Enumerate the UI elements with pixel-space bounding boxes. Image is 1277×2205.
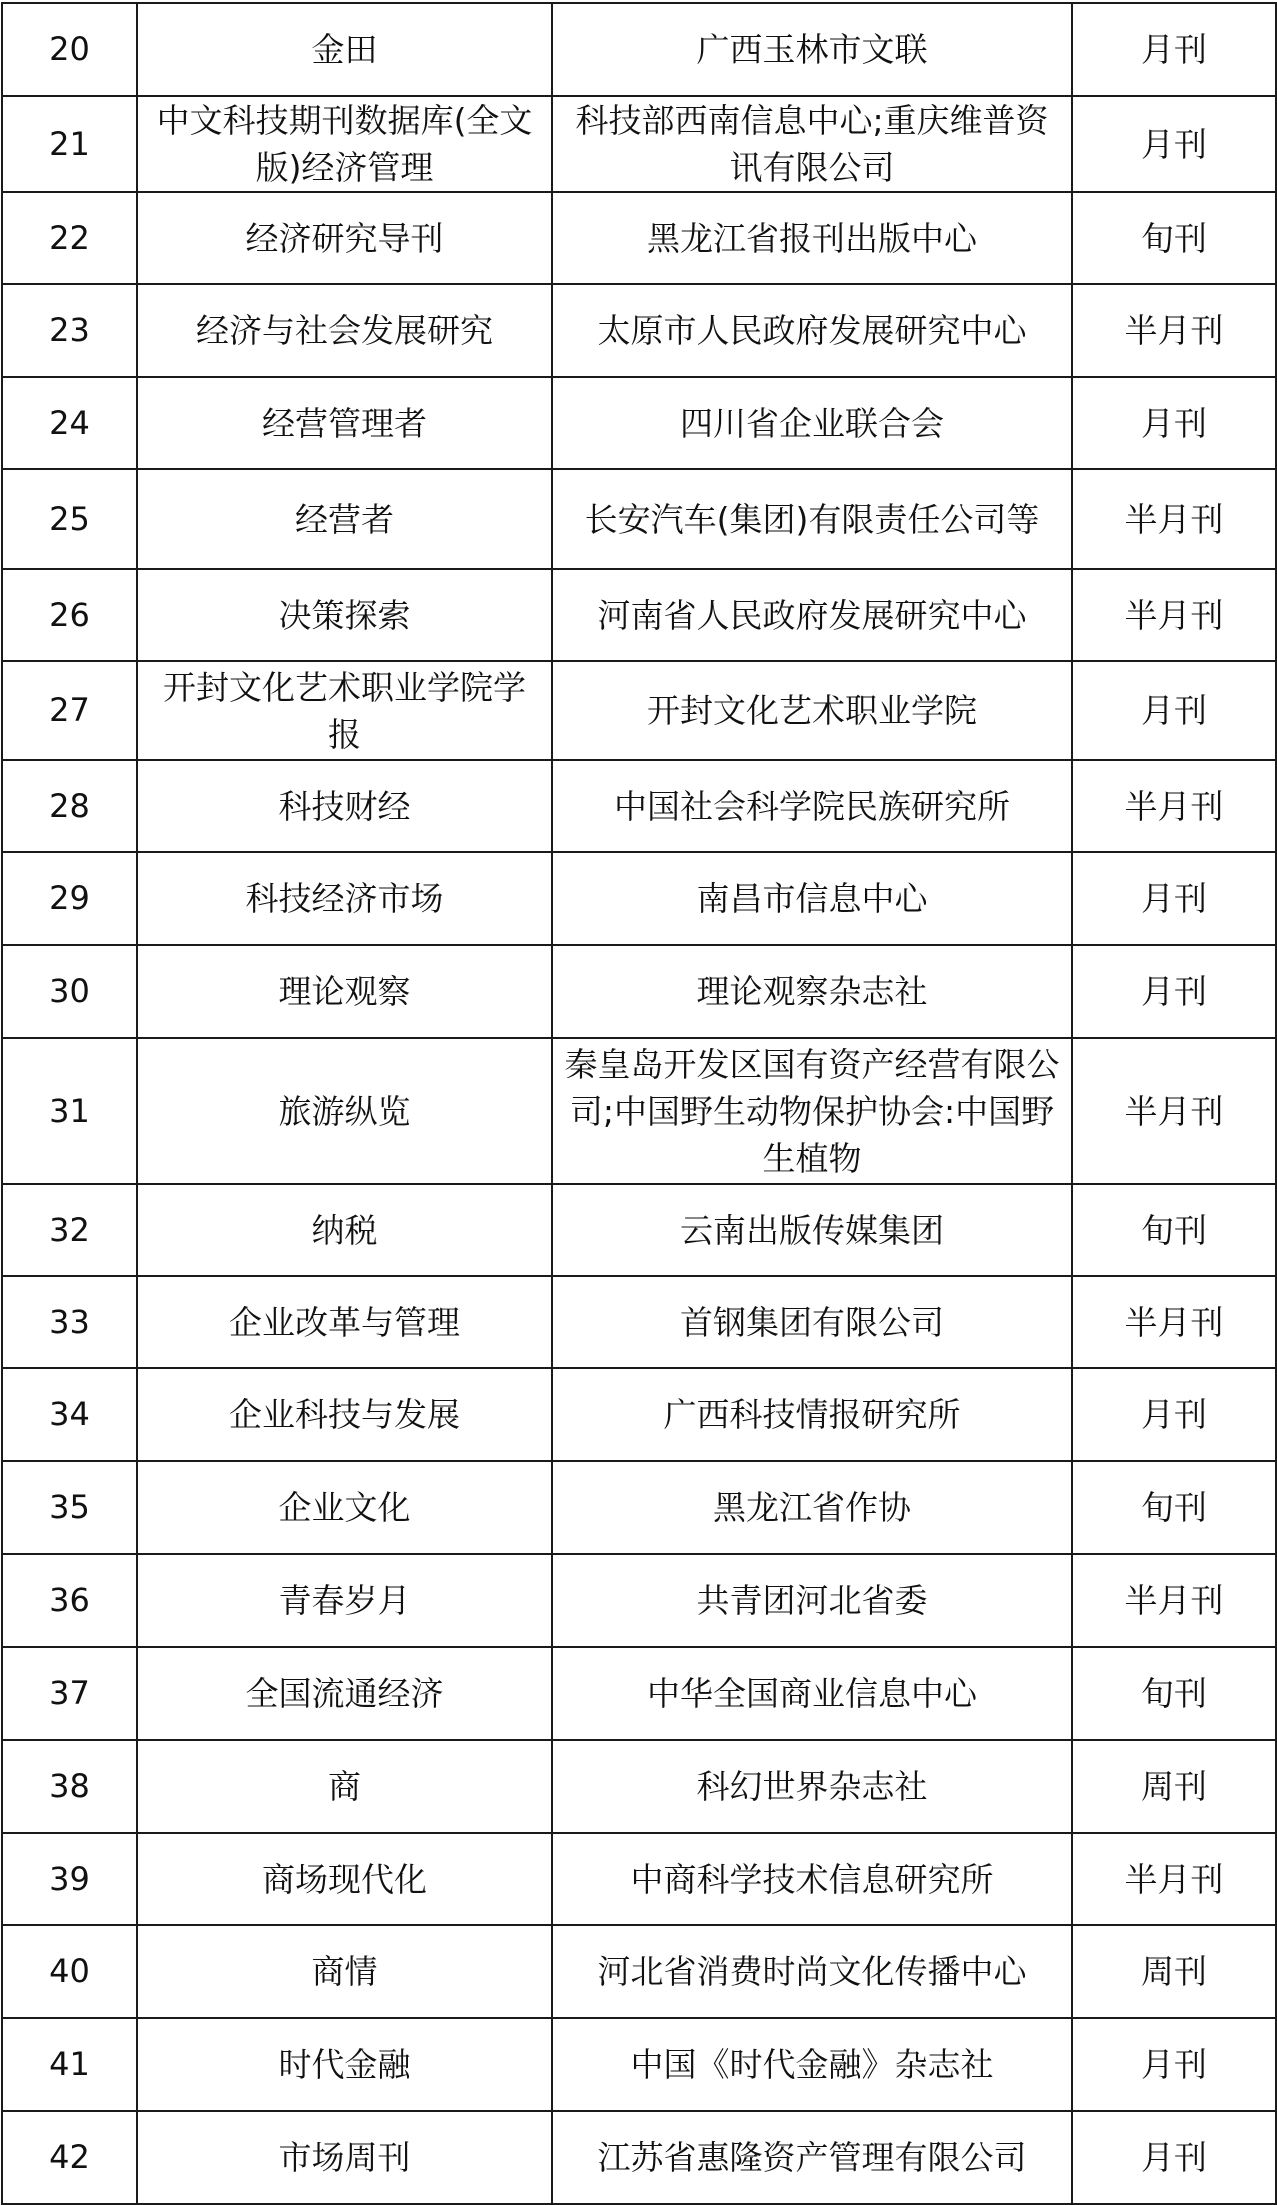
- row-number-cell: 38: [2, 1740, 137, 1833]
- publication-frequency-cell: 半月刊: [1072, 1276, 1276, 1368]
- publication-frequency-cell: 月刊: [1072, 661, 1276, 760]
- publisher-name-cell: 四川省企业联合会: [552, 377, 1072, 469]
- table-row: [2, 852, 1276, 945]
- publisher-name-cell: 科幻世界杂志社: [552, 1740, 1072, 1833]
- publication-frequency-cell: 月刊: [1072, 96, 1276, 192]
- table-row: [2, 1461, 1276, 1554]
- journal-name-cell: 时代金融: [137, 2018, 552, 2111]
- publisher-name-cell: 黑龙江省作协: [552, 1461, 1072, 1554]
- publication-frequency-cell: 半月刊: [1072, 760, 1276, 852]
- journal-name-cell: 旅游纵览: [137, 1038, 552, 1184]
- publisher-name-cell: 云南出版传媒集团: [552, 1184, 1072, 1276]
- journal-name-cell: 决策探索: [137, 569, 552, 661]
- row-number-cell: 26: [2, 569, 137, 661]
- publication-frequency-cell: 半月刊: [1072, 1038, 1276, 1184]
- journal-name-cell: 经营者: [137, 469, 552, 569]
- publication-frequency-cell: 月刊: [1072, 3, 1276, 96]
- journal-name-cell: 金田: [137, 3, 552, 96]
- publisher-name-cell: 中商科学技术信息研究所: [552, 1833, 1072, 1925]
- table-row: [2, 760, 1276, 852]
- table-row: [2, 377, 1276, 469]
- table-row: [2, 1925, 1276, 2018]
- journal-table: [1, 2, 1277, 2205]
- publisher-name-cell: 河南省人民政府发展研究中心: [552, 569, 1072, 661]
- journal-name-cell: 理论观察: [137, 945, 552, 1038]
- table-row: [2, 661, 1276, 760]
- row-number-cell: 34: [2, 1368, 137, 1461]
- publisher-name-cell: 中国社会科学院民族研究所: [552, 760, 1072, 852]
- table-row: [2, 569, 1276, 661]
- publisher-name-cell: 河北省消费时尚文化传播中心: [552, 1925, 1072, 2018]
- row-number-cell: 32: [2, 1184, 137, 1276]
- table-row: [2, 1740, 1276, 1833]
- journal-name-cell: 科技财经: [137, 760, 552, 852]
- table-row: [2, 1554, 1276, 1647]
- row-number-cell: 20: [2, 3, 137, 96]
- journal-name-cell: 中文科技期刊数据库(全文版)经济管理: [137, 96, 552, 192]
- publisher-name-cell: 长安汽车(集团)有限责任公司等: [552, 469, 1072, 569]
- table-row: [2, 1276, 1276, 1368]
- table-row: [2, 945, 1276, 1038]
- table-row: [2, 1184, 1276, 1276]
- publisher-name-cell: 南昌市信息中心: [552, 852, 1072, 945]
- publisher-name-cell: 中华全国商业信息中心: [552, 1647, 1072, 1740]
- publication-frequency-cell: 半月刊: [1072, 569, 1276, 661]
- publication-frequency-cell: 月刊: [1072, 1368, 1276, 1461]
- journal-name-cell: 企业改革与管理: [137, 1276, 552, 1368]
- journal-name-cell: 全国流通经济: [137, 1647, 552, 1740]
- row-number-cell: 42: [2, 2111, 137, 2204]
- publisher-name-cell: 中国《时代金融》杂志社: [552, 2018, 1072, 2111]
- journal-name-cell: 企业文化: [137, 1461, 552, 1554]
- journal-name-cell: 商情: [137, 1925, 552, 2018]
- table-row: [2, 3, 1276, 96]
- journal-name-cell: 经济研究导刊: [137, 192, 552, 284]
- row-number-cell: 41: [2, 2018, 137, 2111]
- journal-name-cell: 经营管理者: [137, 377, 552, 469]
- publisher-name-cell: 广西玉林市文联: [552, 3, 1072, 96]
- row-number-cell: 29: [2, 852, 137, 945]
- publisher-name-cell: 黑龙江省报刊出版中心: [552, 192, 1072, 284]
- publication-frequency-cell: 半月刊: [1072, 284, 1276, 377]
- publication-frequency-cell: 月刊: [1072, 2018, 1276, 2111]
- row-number-cell: 36: [2, 1554, 137, 1647]
- publication-frequency-cell: 半月刊: [1072, 1833, 1276, 1925]
- row-number-cell: 37: [2, 1647, 137, 1740]
- table-row: [2, 284, 1276, 377]
- row-number-cell: 24: [2, 377, 137, 469]
- publication-frequency-cell: 月刊: [1072, 2111, 1276, 2204]
- publisher-name-cell: 太原市人民政府发展研究中心: [552, 284, 1072, 377]
- publisher-name-cell: 秦皇岛开发区国有资产经营有限公司;中国野生动物保护协会:中国野生植物: [552, 1038, 1072, 1184]
- publisher-name-cell: 广西科技情报研究所: [552, 1368, 1072, 1461]
- publication-frequency-cell: 半月刊: [1072, 1554, 1276, 1647]
- table-row: [2, 1833, 1276, 1925]
- publication-frequency-cell: 半月刊: [1072, 469, 1276, 569]
- journal-name-cell: 企业科技与发展: [137, 1368, 552, 1461]
- journal-name-cell: 纳税: [137, 1184, 552, 1276]
- publisher-name-cell: 科技部西南信息中心;重庆维普资讯有限公司: [552, 96, 1072, 192]
- publisher-name-cell: 理论观察杂志社: [552, 945, 1072, 1038]
- publication-frequency-cell: 旬刊: [1072, 1647, 1276, 1740]
- journal-name-cell: 经济与社会发展研究: [137, 284, 552, 377]
- journal-name-cell: 商场现代化: [137, 1833, 552, 1925]
- row-number-cell: 30: [2, 945, 137, 1038]
- journal-name-cell: 开封文化艺术职业学院学报: [137, 661, 552, 760]
- publication-frequency-cell: 周刊: [1072, 1925, 1276, 2018]
- row-number-cell: 31: [2, 1038, 137, 1184]
- table-row: [2, 96, 1276, 192]
- row-number-cell: 28: [2, 760, 137, 852]
- table-row: [2, 2018, 1276, 2111]
- row-number-cell: 39: [2, 1833, 137, 1925]
- journal-name-cell: 商: [137, 1740, 552, 1833]
- row-number-cell: 22: [2, 192, 137, 284]
- publisher-name-cell: 开封文化艺术职业学院: [552, 661, 1072, 760]
- table-row: [2, 1647, 1276, 1740]
- publication-frequency-cell: 旬刊: [1072, 1184, 1276, 1276]
- table-row: [2, 469, 1276, 569]
- row-number-cell: 27: [2, 661, 137, 760]
- table-row: [2, 2111, 1276, 2204]
- publication-frequency-cell: 周刊: [1072, 1740, 1276, 1833]
- publication-frequency-cell: 月刊: [1072, 945, 1276, 1038]
- publisher-name-cell: 江苏省惠隆资产管理有限公司: [552, 2111, 1072, 2204]
- publication-frequency-cell: 月刊: [1072, 852, 1276, 945]
- journal-name-cell: 市场周刊: [137, 2111, 552, 2204]
- publication-frequency-cell: 旬刊: [1072, 1461, 1276, 1554]
- row-number-cell: 23: [2, 284, 137, 377]
- table-body: [2, 3, 1276, 2204]
- row-number-cell: 40: [2, 1925, 137, 2018]
- journal-name-cell: 青春岁月: [137, 1554, 552, 1647]
- row-number-cell: 25: [2, 469, 137, 569]
- publication-frequency-cell: 旬刊: [1072, 192, 1276, 284]
- table-row: [2, 1368, 1276, 1461]
- row-number-cell: 35: [2, 1461, 137, 1554]
- publisher-name-cell: 共青团河北省委: [552, 1554, 1072, 1647]
- table-row: [2, 192, 1276, 284]
- row-number-cell: 21: [2, 96, 137, 192]
- publication-frequency-cell: 月刊: [1072, 377, 1276, 469]
- publisher-name-cell: 首钢集团有限公司: [552, 1276, 1072, 1368]
- journal-name-cell: 科技经济市场: [137, 852, 552, 945]
- row-number-cell: 33: [2, 1276, 137, 1368]
- table-row: [2, 1038, 1276, 1184]
